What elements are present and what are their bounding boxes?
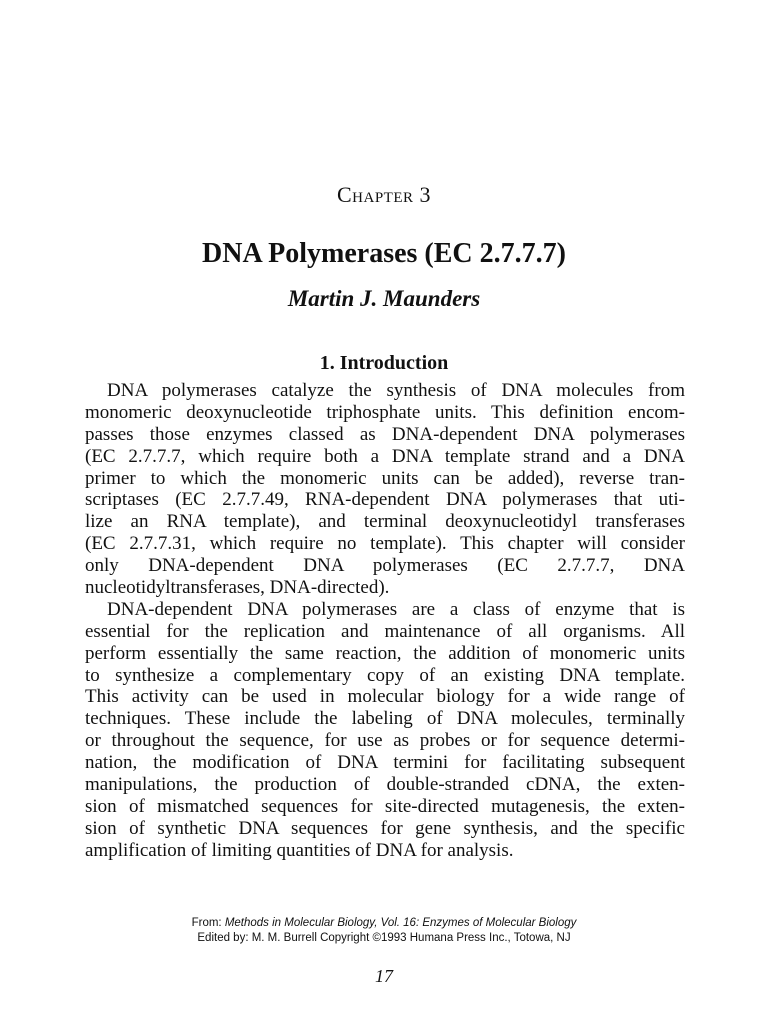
text-line: lize an RNA template), and terminal deoxynucleotidyl transferases bbox=[85, 511, 685, 533]
text-line: or throughout the sequence, for use as probes or for sequence determi- bbox=[85, 730, 685, 752]
section-heading: 1. Introduction bbox=[319, 352, 449, 374]
author-name: Martin J. Maunders bbox=[287, 286, 481, 311]
chapter-number: 3 bbox=[419, 182, 431, 207]
footnote-edited-line: Edited by: M. M. Burrell Copyright ©1993 Humana Press Inc., Totowa, NJ bbox=[197, 932, 571, 944]
text-line: scriptases (EC 2.7.7.49, RNA-dependent DNA polymerases that uti- bbox=[85, 489, 685, 511]
footnote-from-label: From: bbox=[191, 917, 222, 929]
text-line: perform essentially the same reaction, the addition of monomeric units bbox=[85, 642, 685, 664]
text-line: nation, the modification of DNA termini for facilitating subsequent bbox=[85, 752, 685, 774]
chapter-label bbox=[0, 182, 768, 208]
page-number: 17 bbox=[375, 966, 393, 986]
text-line: only DNA-dependent DNA polymerases (EC 2.7.7.7, DNA bbox=[85, 555, 685, 577]
footnote-source-line bbox=[0, 916, 768, 931]
text-line: sion of mismatched sequences for site-directed mutagenesis, the exten- bbox=[85, 795, 685, 817]
text-line: techniques. These include the labeling of DNA molecules, terminally bbox=[85, 708, 685, 730]
text-line: nucleotidyltransferases, DNA-directed). bbox=[85, 577, 390, 599]
text-line: DNA-dependent DNA polymerases are a class of enzyme that is bbox=[107, 598, 685, 620]
text-line: (EC 2.7.7.31, which require no template). This chapter will consider bbox=[85, 533, 685, 555]
text-line: manipulations, the production of double-stranded cDNA, the exten- bbox=[85, 774, 685, 796]
text-line: DNA polymerases catalyze the synthesis of DNA molecules from bbox=[107, 380, 685, 401]
chapter-word: Chapter bbox=[336, 182, 414, 207]
text-line: (EC 2.7.7.7, which require both a DNA template strand and a DNA bbox=[85, 445, 685, 467]
text-line: sion of synthetic DNA sequences for gene synthesis, and the specific bbox=[85, 817, 685, 839]
footnote-source: Methods in Molecular Biology, Vol. 16: Enzymes of Molecular Biology bbox=[224, 917, 577, 929]
chapter-title: DNA Polymerases (EC 2.7.7.7) bbox=[202, 238, 566, 269]
text-line: amplification of limiting quantities of DNA for analysis. bbox=[85, 839, 514, 861]
text-line: monomeric deoxynucleotide triphosphate units. This definition encom- bbox=[85, 401, 685, 423]
text-line: passes those enzymes classed as DNA-dependent DNA polymerases bbox=[85, 423, 685, 445]
text-line: essential for the replication and maintenance of all organisms. All bbox=[85, 620, 685, 642]
body-text bbox=[85, 380, 685, 862]
text-line: This activity can be used in molecular biology for a wide range of bbox=[85, 686, 685, 708]
text-line: primer to which the monomeric units can be added), reverse tran- bbox=[85, 467, 685, 489]
text-line: to synthesize a complementary copy of an existing DNA template. bbox=[85, 664, 685, 686]
source-footnote bbox=[0, 916, 768, 946]
